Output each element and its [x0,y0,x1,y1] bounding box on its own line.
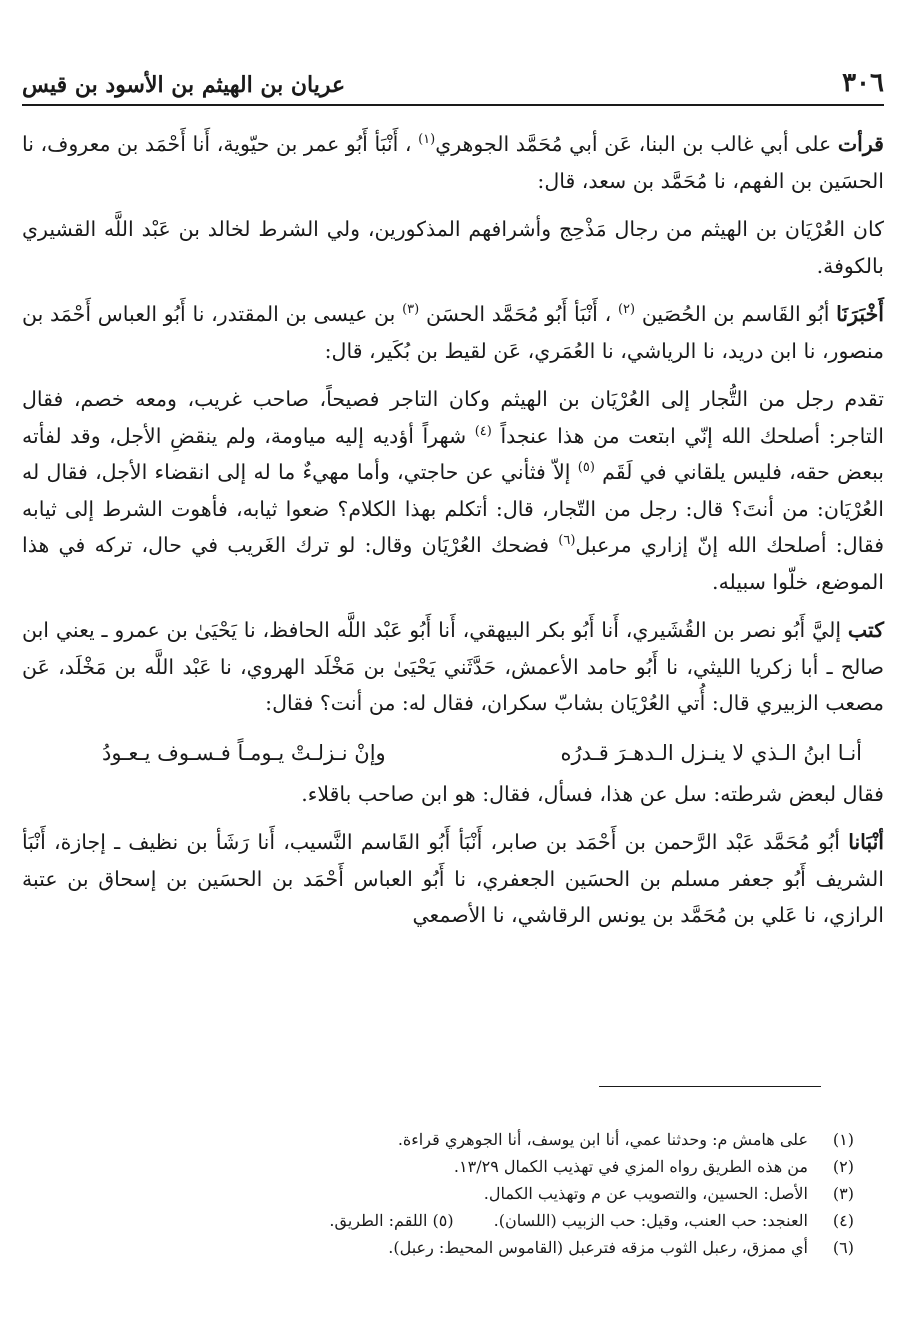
paragraph-keyword: أَخْبَرَنَا [836,302,884,326]
footnote-number: (٦) [832,1238,854,1257]
footnotes [40,1126,854,1261]
paragraph-text: تقدم رجل من التُّجار إلى العُرْيَان بن الهيثم وكان التاجر فصيحاً، صاحب غريب، ومعه خصم، فقال التاجر: أصلحك الله إنّي ابتعت من هذا عنجداً [22,387,884,448]
paragraph-keyword: كتب [847,618,884,642]
poetry-verse [22,734,884,772]
paragraph-keyword: أنْبَانا [848,830,884,854]
page-number: ٣٠٦ [842,68,884,98]
paragraph-1 [22,126,884,199]
footnote-number: (١) [832,1130,854,1149]
paragraph-6 [22,776,884,813]
page-header [22,64,884,106]
footnote-5 [329,1207,453,1234]
footnote-3 [40,1180,854,1207]
footnote-number: (٤) [832,1211,854,1230]
footnote-ref-2[interactable]: (٢) [617,302,636,318]
footnote-number: (٣) [832,1184,854,1203]
paragraph-2 [22,211,884,284]
footnote-text: على هامش م: وحدثنا عمي، أنا ابن يوسف، أنا الجوهري قراءة. [397,1130,808,1149]
footnote-ref-4[interactable]: (٤) [474,423,492,439]
paragraph-text: إلاّ فثأني عن حاجتي، وأما مهيءٌ ما له إلى انقضاء الأجل، فقال له العُرْيَان: من أنتَ؟ قال: رجل من التّجار، قال: أتكلم بهذا الكلام؟ ضعوا ثيابه، فأهوت الشرط إلى ثيابه فقال: أصلحك الله إنّ إزاري مرعبل [22,460,885,557]
running-title: عريان بن الهيثم بن الأسود بن قيس [22,72,346,98]
paragraph-text: شهراً أؤديه إليه مياومة، ولم ينقضِ الأجل، وقد لفأته ببعض حقه، فليس يلقاني في لَقَم [22,423,884,484]
paragraph-text: ، أَنْبَأ أَبُو عمر بن حيّوية، أَنا أَحْمَد بن معروف، نا الحسَين بن الفهم، نا مُحَمَّد بن سعد، قال: [22,132,884,193]
footnote-text: اللقم: الطريق. [329,1211,428,1230]
footnote-2 [40,1153,854,1180]
footnote-1 [40,1126,854,1153]
paragraph-text: فضحك العُرْيَان وقال: لو ترك الغَريب في حال، تركه في هذا الموضع، خلّوا سبيله. [22,533,884,594]
paragraph-text: بن عيسى بن المقتدر، نا أَبُو العباس أَحْمَد بن منصور، نا ابن دريد، نا الرياشي، نا العُمَري، عَن لقيط بن بُكَير، قال: [22,302,884,363]
paragraph-4 [22,381,884,600]
paragraph-keyword: قرأت [837,132,884,156]
footnote-ref-1[interactable]: (١) [418,132,436,148]
verse-second-hemistich: وإنْ نـزلـتْ يـومـاً فـسـوف يـعـودُ [102,740,386,765]
paragraph-text: ، أَنْبَأ أَبُو مُحَمَّد الحسَن [425,302,612,326]
paragraph-text: فقال لبعض شرطته: سل عن هذا، فسأل، فقال: هو ابن صاحب باقلاء. [301,781,884,806]
footnote-number: (٥) [432,1211,454,1230]
verse-first-hemistich: أنـا ابنُ الـذي لا ينـزل الـدهـرَ قـدرُه [560,740,862,765]
footnote-ref-3[interactable]: (٣) [402,302,420,318]
paragraph-text: أبُو القَاسم بن الحُصَين [641,302,830,326]
footnote-text: العنجد: حب العنب، وقيل: حب الزبيب (اللسان). [493,1211,808,1230]
footnote-ref-5[interactable]: (٥) [577,460,595,476]
footnote-6 [40,1234,854,1261]
paragraph-5 [22,612,884,722]
paragraph-text: أبُو مُحَمَّد عَبْد الرَّحمن بن أَحْمَد بن صابر، أَنْبَأ أَبُو القَاسم النَّسيب، أَنا رَشَأ بن نظيف ـ إجازة، أَنْبَأ الشريف أَبُو جعفر مسلم بن الحسَين الجعفري، نا أَبُو العباس أَحْمَد بن الحسَين بن إسحاق بن عتبة الرازي، نا عَلي بن مُحَمَّد بن يونس الرقاشي، نا الأصمعي [22,830,884,927]
footnote-text: من هذه الطريق رواه المزي في تهذيب الكمال ١٣/٢٩. [453,1157,808,1176]
paragraph-text: إليَّ أَبُو نصر بن القُشَيري، أَنا أَبُو بكر البيهقي، أَنا أَبُو عَبْد اللَّه الحافظ، نا يَحْيَىٰ بن عمرو ـ يعني ابن صالح ـ أبا زكريا الليثي، نا أَبُو حامد الأعمش، حَدَّثَني يَحْيَىٰ بن مَخْلَد الهروي، نا عَبْد اللَّه بن مَخْلَد، عَن مصعب الزبيري قال: أُتي العُرْيَان بشابّ سكران، فقال له: من أنت؟ فقال: [22,618,884,715]
footnote-text: الأصل: الحسين، والتصويب عن م وتهذيب الكمال. [483,1184,808,1203]
footnote-4 [40,1207,854,1234]
main-text [22,126,884,946]
footnote-text: أي ممزق، رعبل الثوب مزقه فترعبل (القاموس المحيط: رعبل). [388,1238,808,1257]
paragraph-text: على أبي غالب بن البنا، عَن أبي مُحَمَّد الجوهري [435,132,832,156]
paragraph-7 [22,824,884,934]
footnote-divider [599,1086,821,1087]
paragraph-text: كان العُرْيَان بن الهيثم من رجال مَذْحِج وأشرافهم المذكورين، ولي الشرط لخالد بن عَبْد اللَّه القشيري بالكوفة. [22,217,884,278]
footnote-number: (٢) [832,1157,854,1176]
footnote-ref-6[interactable]: (٦) [558,533,576,549]
paragraph-3 [22,296,884,369]
